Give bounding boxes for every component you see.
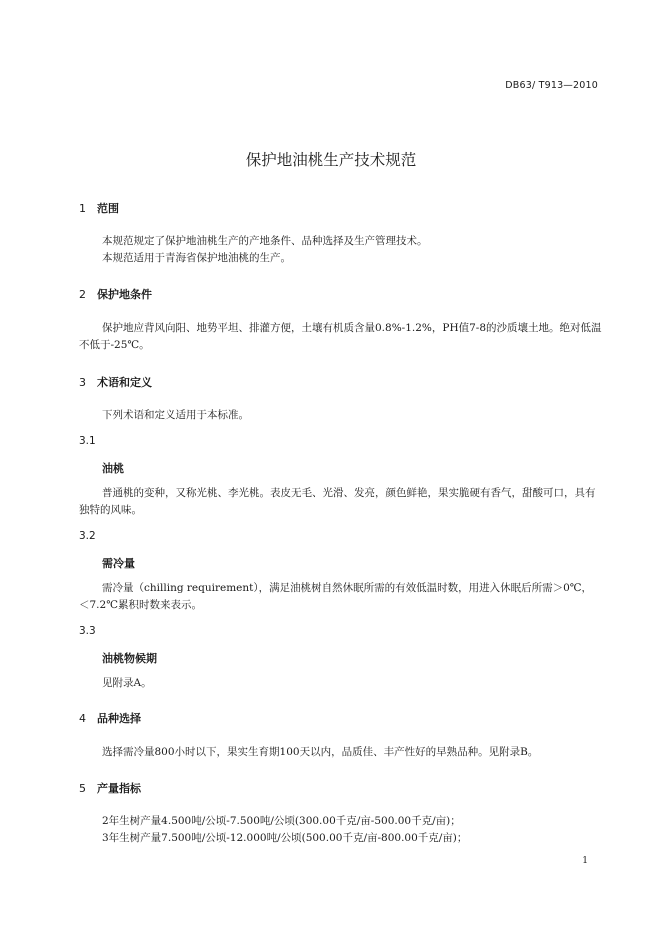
section-title: 保护地条件 — [97, 288, 152, 301]
paragraph: 本规范适用于青海省保护地油桃的生产。 — [102, 252, 291, 264]
section-heading-terms — [79, 374, 152, 390]
term-number: 3.2 — [79, 530, 96, 542]
paragraph: 3年生树产量7.500吨/公顷-12.000吨/公顷(500.00千克/亩-800.00千克/亩)； — [102, 832, 468, 844]
section-number: 2 — [79, 288, 86, 301]
section-heading-scope — [79, 200, 119, 216]
section-number: 5 — [79, 782, 86, 795]
section-number: 4 — [79, 712, 86, 725]
paragraph: 本规范规定了保护地油桃生产的产地条件、品种选择及生产管理技术。 — [102, 235, 428, 247]
term-name: 需冷量 — [102, 557, 135, 570]
paragraph: 保护地应背风向阳、地势平坦、排灌方便，土壤有机质含量0.8%-1.2%，PH值7-8的沙质壤土地。绝对低温不低于-25℃。 — [79, 322, 602, 351]
document-code: DB63/ T913—2010 — [505, 80, 598, 91]
term-number: 3.3 — [79, 625, 96, 637]
term-definition: 需冷量（chilling requirement），满足油桃树自然休眠所需的有效低温时数，用进入休眠后所需＞0℃，＜7.2℃累积时数来表示。 — [79, 582, 593, 611]
paragraph: 选择需冷量800小时以下，果实生育期100天以内，品质佳、丰产性好的早熟品种。见附录B。 — [102, 746, 539, 758]
term-name: 油桃物候期 — [102, 652, 157, 665]
paragraph: 下列术语和定义适用于本标准。 — [102, 409, 249, 421]
section-title: 术语和定义 — [97, 376, 152, 389]
section-title: 产量指标 — [97, 782, 141, 795]
term-definition: 普通桃的变种，又称光桃、李光桃。表皮无毛、光滑、发亮，颜色鲜艳，果实脆硬有香气，甜酸可口，具有独特的风味。 — [79, 487, 596, 516]
term-name: 油桃 — [102, 462, 124, 475]
term-number: 3.1 — [79, 435, 96, 447]
section-heading-yield — [79, 780, 141, 796]
section-heading-conditions — [79, 286, 152, 302]
section-title: 范围 — [97, 202, 119, 215]
section-title: 品种选择 — [97, 712, 141, 725]
paragraph: 2年生树产量4.500吨/公顷-7.500吨/公顷(300.00千克/亩-500.00千克/亩)； — [102, 815, 461, 827]
page-number: 1 — [582, 856, 588, 866]
term-definition: 见附录A。 — [102, 677, 152, 689]
document-title: 保护地油桃生产技术规范 — [245, 151, 417, 169]
section-heading-varieties — [79, 710, 141, 726]
section-number: 3 — [79, 376, 86, 389]
section-number: 1 — [79, 202, 86, 215]
